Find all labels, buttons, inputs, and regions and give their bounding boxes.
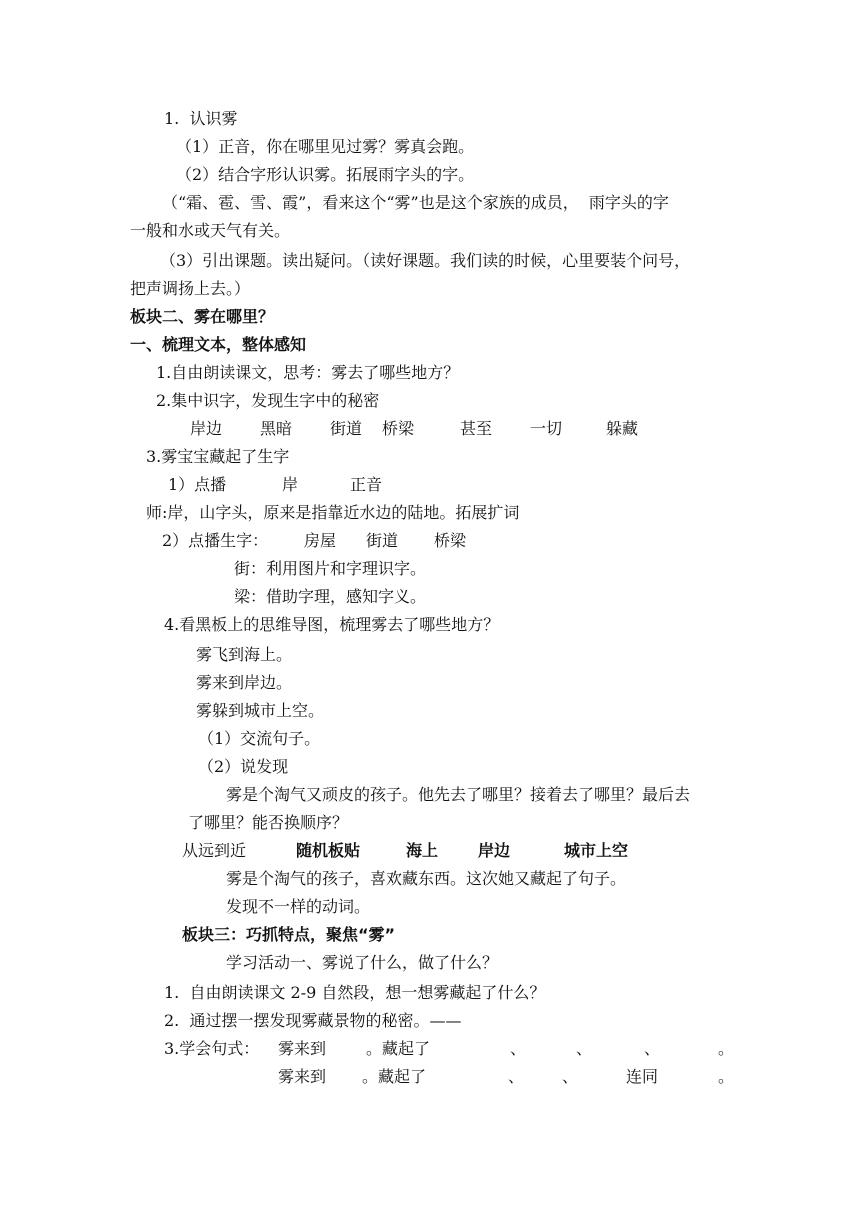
pattern-part: 雾来到 (278, 1039, 327, 1058)
order-item: 海上 (406, 841, 439, 860)
vocab-word: 街道 (330, 419, 363, 438)
text-line: 了哪里？能否换顺序？ (188, 813, 349, 832)
text-line: 雾是个淘气的孩子，喜欢藏东西。这次她又藏起了句子。 (226, 869, 627, 888)
section-heading: 板块二、雾在哪里？ (130, 307, 275, 326)
text-line: 4.看黑板上的思维导图，梳理雾去了哪些地方？ (164, 615, 500, 634)
order-label: 从远到近 (182, 841, 247, 860)
text-line: （2）说发现 (198, 757, 289, 776)
text-line: 2. 通过摆一摆发现雾藏景物的秘密。—— (164, 1011, 462, 1030)
subsection-heading: 一、梳理文本，整体感知 (130, 335, 307, 354)
text-line: （2）结合字形认识雾。拓展雨字头的字。 (176, 165, 475, 184)
dianbo-item: 房屋 (304, 531, 337, 550)
pattern-part: 连同 (626, 1067, 659, 1086)
pattern-part: 。藏起了 (362, 1067, 427, 1086)
text-line: （1）交流句子。 (198, 729, 321, 748)
section-heading: 板块三：巧抓特点，聚焦“雾” (182, 925, 396, 944)
vocab-word: 一切 (530, 419, 563, 438)
text-line: 师:岸，山字头，原来是指靠近水边的陆地。拓展扩词 (146, 503, 520, 522)
text-line: 1.自由朗读课文，思考：雾去了哪些地方？ (156, 363, 460, 382)
text-line: 1. 自由朗读课文 2-9 自然段，想一想雾藏起了什么？ (164, 983, 546, 1002)
order-item: 随机板贴 (296, 841, 361, 860)
text-line: 学习活动一、雾说了什么，做了什么？ (226, 953, 499, 972)
text-line: 雾飞到海上。 (196, 645, 293, 664)
text-line: （3）引出课题。读出疑问。（读好课题。我们读的时候，心里要装个问号， (160, 251, 691, 270)
text-line: 发现不一样的动词。 (226, 897, 371, 916)
text-line: （“霜、雹、雪、霞”，看来这个“雾”也是这个家族的成员， 雨字头的字 (162, 193, 669, 212)
text-line: 雾来到岸边。 (196, 673, 293, 692)
pattern-part: 、 (562, 1067, 579, 1086)
pattern-part: 、 (508, 1067, 525, 1086)
vocab-word: 躲藏 (606, 419, 639, 438)
pattern-part: 雾来到 (278, 1067, 327, 1086)
text-line: 街：利用图片和字理识字。 (234, 559, 427, 578)
pattern-label: 3.学会句式： (164, 1039, 260, 1058)
text-line: 雾躲到城市上空。 (196, 701, 325, 720)
text-line: 一般和水或天气有关。 (130, 221, 291, 240)
text-line: 把声调扬上去。） (130, 279, 251, 298)
section-item-1: 1. 认识雾 (164, 109, 238, 128)
text-line: 雾是个淘气又顽皮的孩子。他先去了哪里？接着去了哪里？最后去 (226, 785, 691, 804)
dianbo-item: 正音 (350, 475, 383, 494)
pattern-part: 。 (718, 1039, 735, 1058)
vocab-word: 岸边 (190, 419, 223, 438)
pattern-part: 。 (718, 1067, 735, 1086)
pattern-part: 、 (576, 1039, 593, 1058)
vocab-word: 桥梁 (382, 419, 415, 438)
vocab-word: 黑暗 (260, 419, 293, 438)
vocab-word: 甚至 (460, 419, 493, 438)
dianbo-label: 1）点播 (168, 475, 227, 494)
order-item: 城市上空 (564, 841, 629, 860)
text-line: 3.雾宝宝藏起了生字 (146, 447, 290, 466)
dianbo-label: 2）点播生字： (162, 531, 269, 550)
order-item: 岸边 (478, 841, 511, 860)
text-line: 梁：借助字理，感知字义。 (234, 587, 427, 606)
text-line: 2.集中识字，发现生字中的秘密 (156, 391, 380, 410)
dianbo-item: 桥梁 (434, 531, 467, 550)
pattern-part: 。藏起了 (366, 1039, 431, 1058)
dianbo-item: 街道 (366, 531, 399, 550)
pattern-part: 、 (644, 1039, 661, 1058)
text-line: （1）正音，你在哪里见过雾？雾真会跑。 (176, 137, 475, 156)
pattern-part: 、 (510, 1039, 527, 1058)
dianbo-item: 岸 (282, 475, 299, 494)
